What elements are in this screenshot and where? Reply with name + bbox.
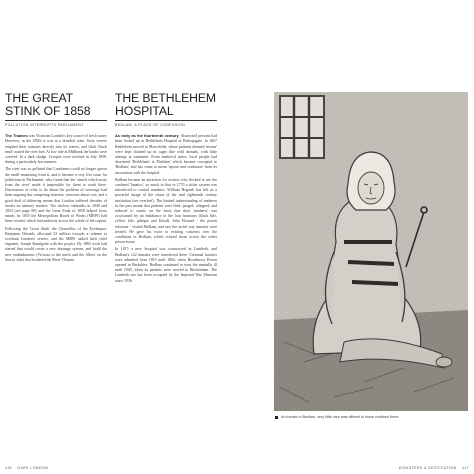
page-number-left: 116: [5, 466, 12, 470]
paragraph: The river was so polluted that Londoners could no longer ignore the smell emanating from it, and it became a very live issue for politicians in Parliament, who found that the 'stench which arose from the river' made it impossible for them to work there. Discussions of what to do about the problem of sewerage had been ongoing but competing interests, concerns about cost, and a good deal of dithering meant that London suffered decades of inertia on sanitary matters. The cholera outbreaks in 1848 and 1853 (see page 88) and the Great Stink of 1858 helped focus minds. In 1855 the Metropolitan Board of Works (MBW) had been created, which had authority across the whole of the capital.: [5, 167, 107, 224]
bethlehem-title: THE BETHLEHEM HOSPITAL: [115, 91, 216, 118]
page-number-right: 117: [462, 466, 469, 470]
engraving-image: [274, 92, 468, 411]
footer-right: [399, 466, 469, 470]
great-stink-subtitle: POLLUTION INTERRUPTS PARLIAMENT: [5, 123, 84, 128]
paragraph: The Thames was Victorian London's key source of fresh water. However, in the 1850s it was in a dreadful state. Sixty sewers emptied their contents directly into its waters, and thick 'black mud' coated the river bed. At low tide at Millbank the banks were covered. In a dark sludge. Cesspits were reached in July 1858, during a particularly hot summer.: [5, 133, 107, 165]
caption-bullet-icon: [275, 416, 278, 419]
footer-left: [5, 466, 48, 470]
paragraph: In 1815 a new hospital was constructed in Lambeth, and Bedlam's 122 inmates were transferred there. Criminal lunatics were admitted from 1815 until 1864, when Broadmoor Prison opened in Berkshire. Bedlam continued to treat the mentally ill until 1930, when its patients were moved to Beckenham. The Lambeth site has been occupied by the Imperial War Museum since 1936.: [115, 247, 217, 283]
bethlehem-article: [115, 92, 217, 286]
figure-caption: [275, 415, 465, 420]
paragraph: As early as the fourteenth century, 'distracted' persons had been locked up in Bethlehem Hospital at Bishopsgate. In 1667 Bethlehem moved to Moorfields, where patients deemed 'insane' were kept chained up in cages like wild animals, with little attempt at treatment. From medieval times, local people had shortened 'Bethlehem' to 'Bethlem' which became corrupted to 'Bedlam', and has come to mean 'uproar and confusion' from its association with the hospital.: [115, 133, 217, 175]
bedlam-inmate-illustration: [274, 92, 468, 411]
title-rule: [5, 120, 107, 121]
great-stink-article: [5, 92, 107, 265]
bethlehem-subtitle: BEDLAM: A PLACE OF CONFUSION: [115, 123, 185, 128]
chapter-title: DISASTERS & DESTITUTION: [398, 466, 457, 470]
barred-window: [280, 96, 324, 158]
paragraph: Bedlam became an attraction for visitors who flocked to see the confined 'lunatics', so much so that in 1770 a ticket system was introduced to control numbers. William Hogarth has left us a powerful image of the chaos of the mid eighteenth century institution (see overleaf). The limited understanding of madness in the past meant that patients were bled, purged, whipped, and induced to vomit, on the basis that their 'madness' was occasioned by an imbalance in the four humours (black bile, yellow bile, phlegm and blood). John Howard - the prison reformer - visited Bedlam, and saw the awful way inmates were treated. He gave his voice to existing concerns over the conditions in Bedlam, which echoed those across the wider prison estate.: [115, 177, 217, 245]
great-stink-title: THE GREAT STINK OF 1858: [5, 91, 91, 118]
caption-text: An inmate in Bedlam, very little care was offered to those confined there.: [281, 415, 400, 419]
title-rule: [115, 120, 217, 121]
book-title: DARK LONDON: [17, 466, 49, 470]
paragraph: Following the 'Great Stink' the Chancellor of the Exchequer, Benjamin Disraeli, allocated £3 million towards a scheme to overhaul London's sewers, and the MBW tasked their chief engineer, Joseph Bazalgette with the project. By 1865 work had started that would create a new drainage system, and build the new embankments (Victoria to the north and the Albert on the Surrey side) that bordered the River Thames.: [5, 226, 107, 262]
